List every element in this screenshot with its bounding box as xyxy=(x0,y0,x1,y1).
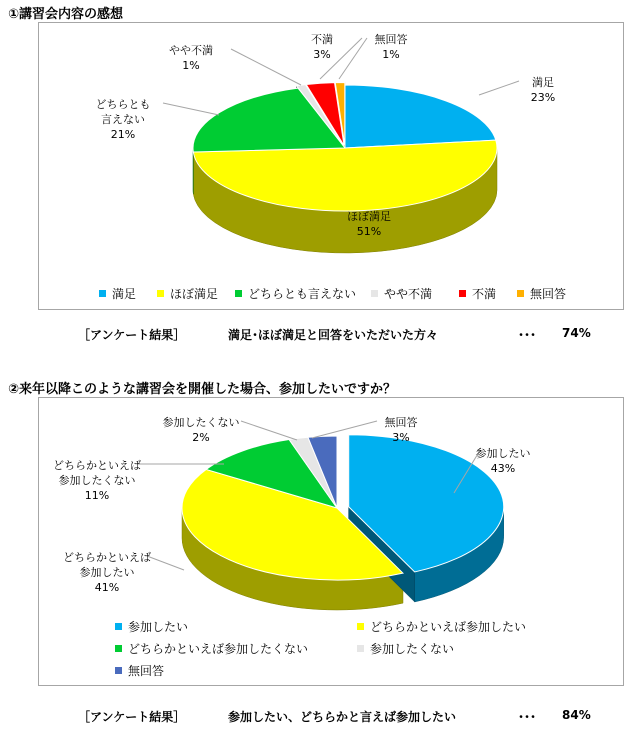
chart2-title: ②来年以降このような講習会を開催した場合、参加したいですか？ xyxy=(8,382,397,397)
svg-text:43%: 43% xyxy=(490,462,516,475)
chart2-legend xyxy=(39,618,623,682)
svg-text:どちらかといえば: どちらかといえば xyxy=(63,551,151,564)
legend-swatch xyxy=(371,290,378,297)
legend-swatch xyxy=(357,623,364,630)
chart1-data-label-6 xyxy=(339,32,408,79)
legend-swatch xyxy=(115,623,122,630)
chart1-data-label-1 xyxy=(479,75,555,104)
chart2-data-label-4 xyxy=(163,415,298,444)
legend-swatch xyxy=(99,290,106,297)
result-1-text: 満足･ほぼ満足と回答をいただいた方々 xyxy=(228,328,439,342)
legend-swatch xyxy=(115,667,122,674)
legend-label: ほぼ満足 xyxy=(170,287,219,301)
result-1-label: ［アンケート結果］ xyxy=(78,328,186,342)
result-2-label: ［アンケート結果］ xyxy=(78,710,186,724)
legend-swatch xyxy=(459,290,466,297)
svg-text:参加したい: 参加したい xyxy=(475,447,531,460)
chart1-data-label-5 xyxy=(311,32,362,79)
legend-swatch xyxy=(235,290,242,297)
result-line-1 xyxy=(78,326,618,342)
svg-text:言えない: 言えない xyxy=(101,113,145,126)
chart2-data-label-2 xyxy=(63,551,184,594)
legend-swatch xyxy=(517,290,524,297)
svg-text:21%: 21% xyxy=(110,128,136,141)
svg-text:無回答: 無回答 xyxy=(374,33,408,46)
legend-label: 不満 xyxy=(472,287,497,301)
legend-swatch xyxy=(115,645,122,652)
legend-label: どちらかといえば参加したくない xyxy=(128,642,309,656)
svg-text:41%: 41% xyxy=(94,581,120,594)
chart1-legend xyxy=(39,285,623,301)
chart1-slice-1 xyxy=(345,85,496,148)
svg-text:無回答: 無回答 xyxy=(384,416,418,429)
legend-label: 無回答 xyxy=(128,664,165,678)
legend-label: 満足 xyxy=(112,287,137,301)
chart2-legend-item-4 xyxy=(357,640,454,657)
chart1-legend-item-6 xyxy=(517,285,566,302)
svg-text:どちらとも: どちらとも xyxy=(95,98,151,111)
chart2-legend-item-1 xyxy=(115,618,188,635)
chart1-panel xyxy=(38,22,624,310)
legend-swatch xyxy=(157,290,164,297)
svg-text:51%: 51% xyxy=(356,225,382,238)
legend-label: どちらとも言えない xyxy=(248,287,357,301)
result-line-2 xyxy=(78,708,618,724)
legend-label: 参加したくない xyxy=(370,642,455,656)
svg-text:ほぼ満足: ほぼ満足 xyxy=(347,210,391,223)
svg-text:参加したい: 参加したい xyxy=(79,566,135,579)
chart1-pie xyxy=(39,23,623,309)
chart1-legend-item-4 xyxy=(371,285,432,302)
svg-text:不満: 不満 xyxy=(311,33,333,46)
svg-text:満足: 満足 xyxy=(532,76,554,89)
svg-text:1%: 1% xyxy=(182,59,200,72)
chart1-legend-item-1 xyxy=(99,285,136,302)
legend-swatch xyxy=(357,645,364,652)
legend-label: やや不満 xyxy=(384,287,433,301)
chart2-panel xyxy=(38,397,624,686)
result-2-value: 84% xyxy=(562,708,591,722)
chart1-legend-item-2 xyxy=(157,285,218,302)
svg-text:1%: 1% xyxy=(382,48,400,61)
svg-text:23%: 23% xyxy=(530,91,556,104)
result-1-value: 74% xyxy=(562,326,591,340)
svg-text:参加したくない: 参加したくない xyxy=(58,474,136,487)
chart1-legend-item-5 xyxy=(459,285,496,302)
legend-label: 無回答 xyxy=(530,287,567,301)
chart2-legend-item-5 xyxy=(115,662,164,679)
chart2-legend-item-3 xyxy=(115,640,308,657)
result-2-text: 参加したい、どちらかと言えば参加したい xyxy=(228,710,457,724)
svg-text:3%: 3% xyxy=(392,431,410,444)
chart1-data-label-4 xyxy=(169,43,301,85)
svg-text:2%: 2% xyxy=(192,431,210,444)
svg-text:3%: 3% xyxy=(313,48,331,61)
svg-text:やや不満: やや不満 xyxy=(169,44,213,57)
result-2-dots: ･･･ xyxy=(518,710,537,724)
result-1-dots: ･･･ xyxy=(518,328,537,342)
svg-text:参加したくない: 参加したくない xyxy=(162,416,240,429)
legend-label: 参加したい xyxy=(128,620,189,634)
svg-text:11%: 11% xyxy=(84,489,110,502)
legend-label: どちらかといえば参加したい xyxy=(370,620,527,634)
chart2-legend-item-2 xyxy=(357,618,526,635)
svg-text:どちらかといえば: どちらかといえば xyxy=(53,459,141,472)
chart1-title: ①講習会内容の感想 xyxy=(8,7,124,22)
chart1-legend-item-3 xyxy=(235,285,356,302)
